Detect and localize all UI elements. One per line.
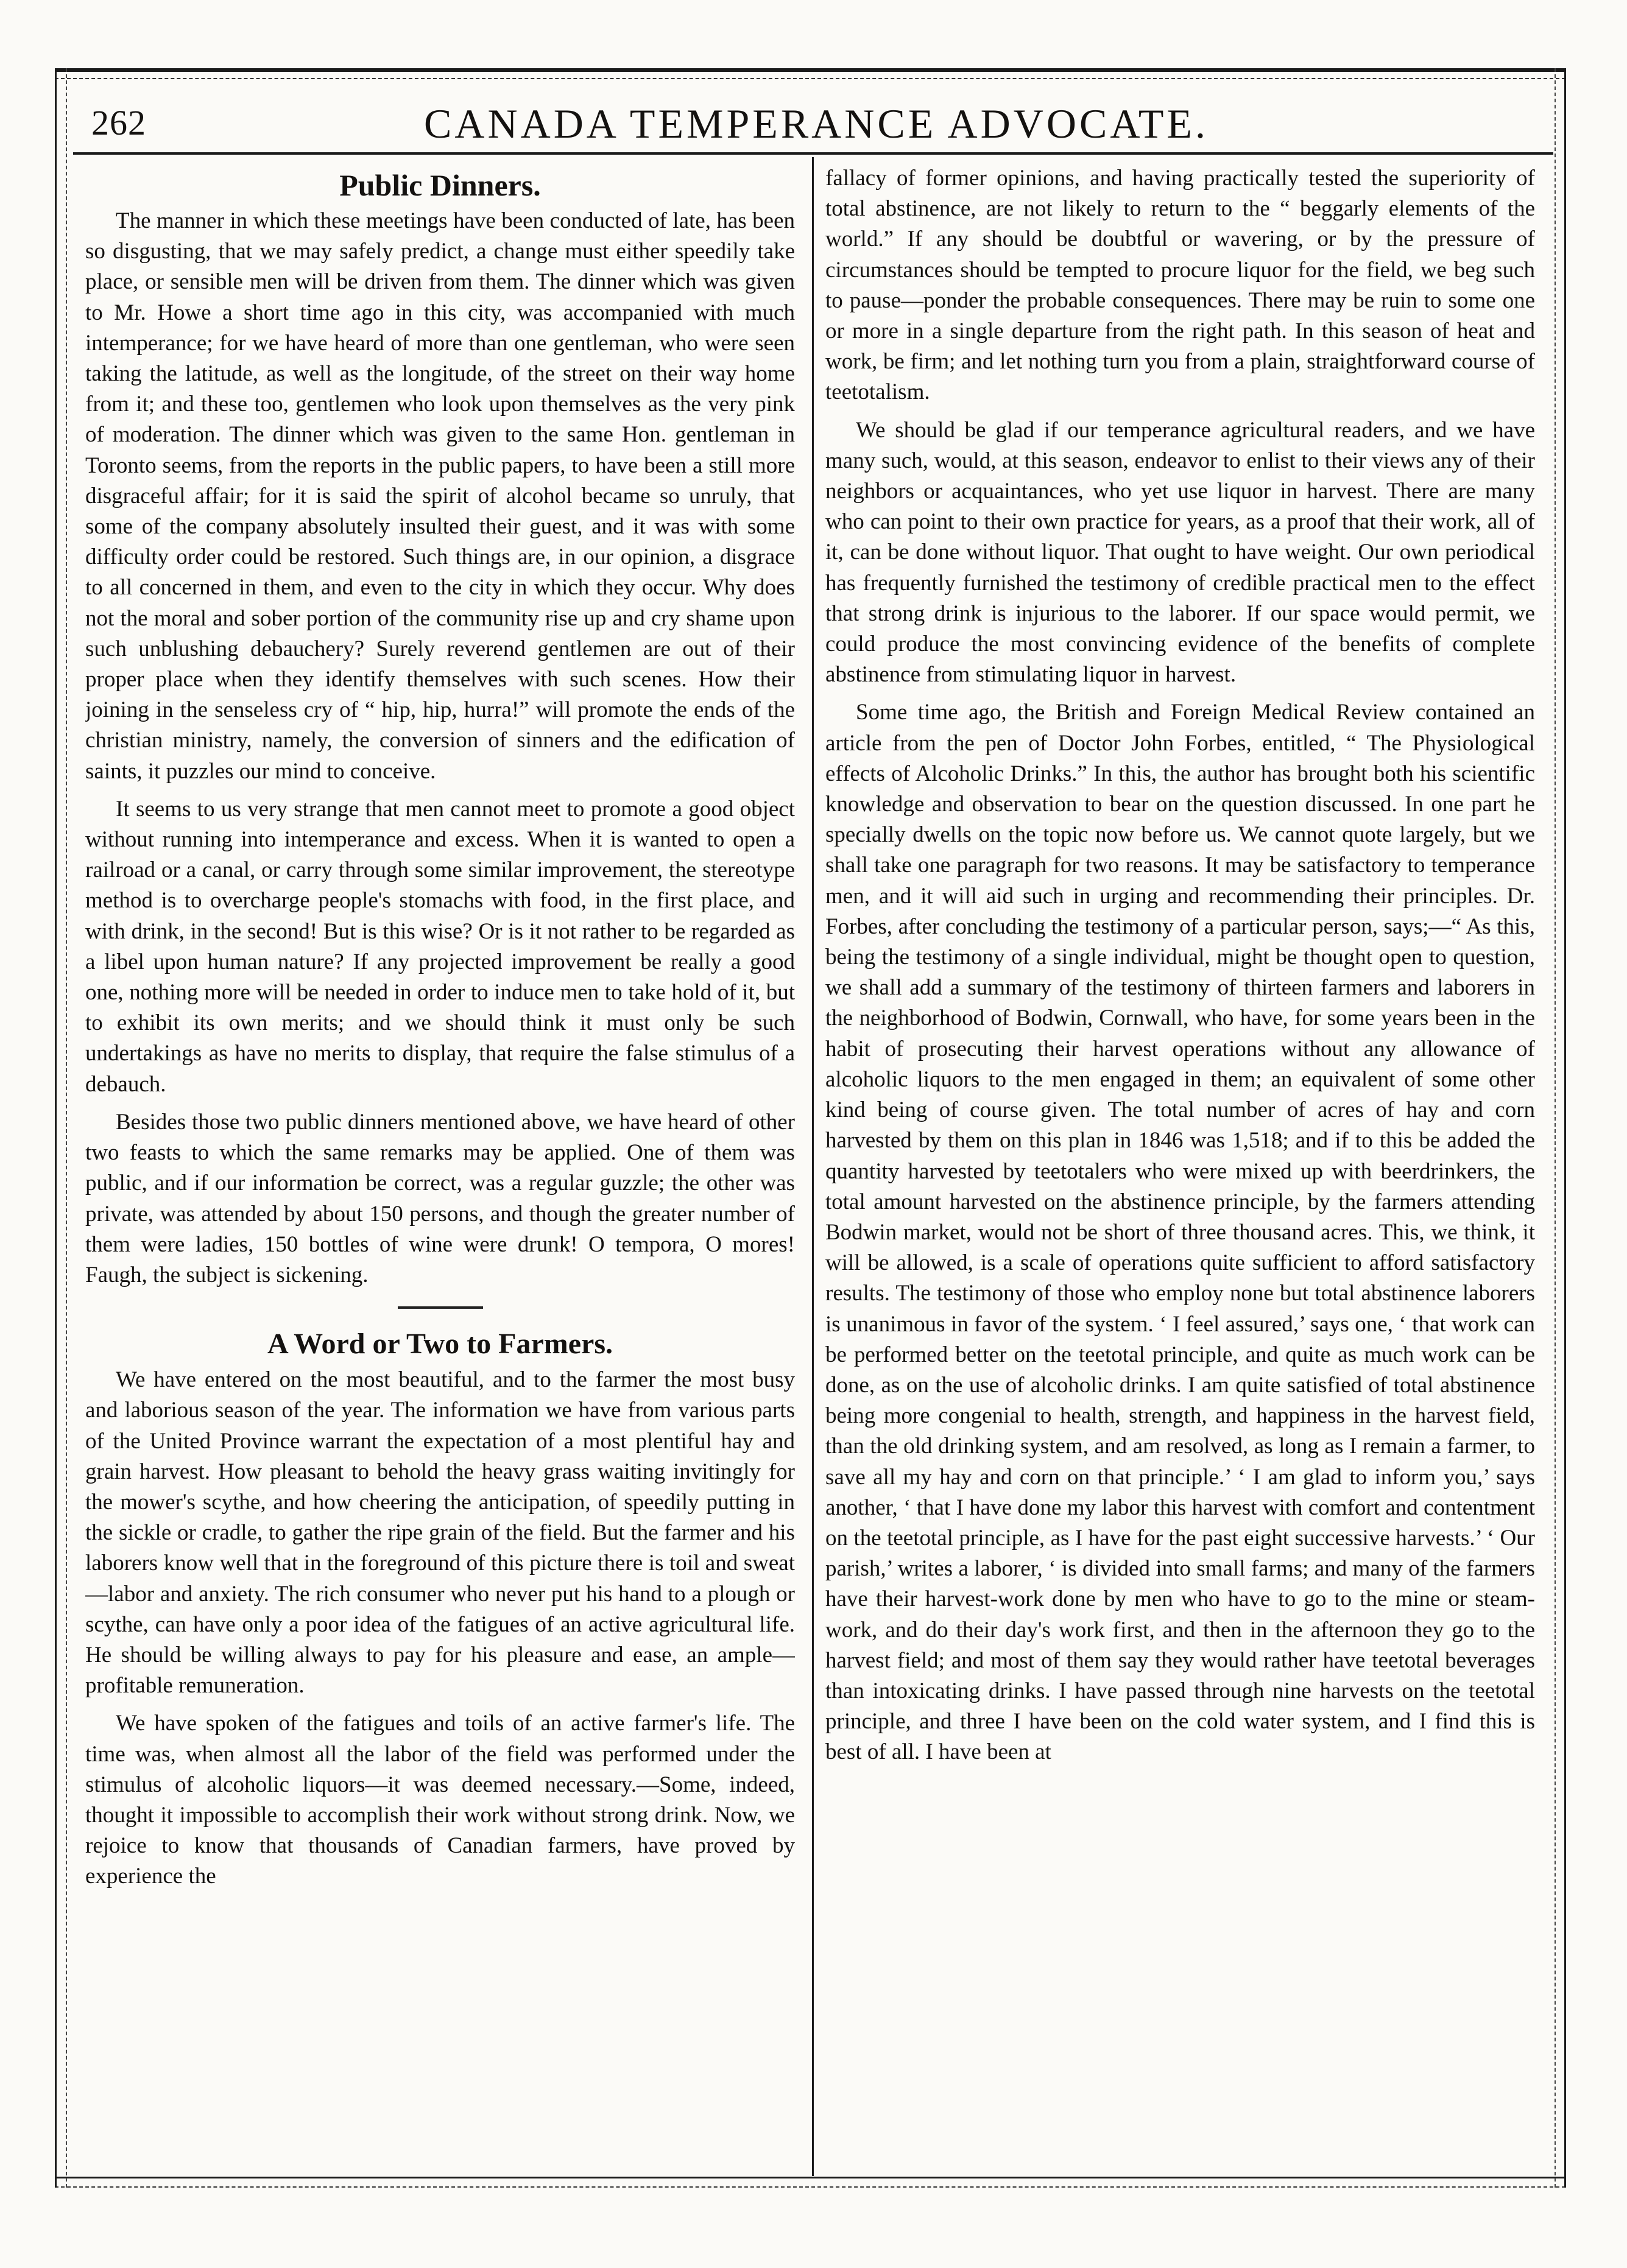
left-border-rule [55, 68, 57, 2188]
left-column [85, 163, 795, 2173]
article-paragraph: It seems to us very strange that men cannot meet to promote a good object without running into intemperance and excess. When it is wanted to open a railroad or a canal, or carry through some similar improvement, the stereotype method is to overcharge people's stomachs with food, in the first place, and with drink, in the second! But is this wise? Or is it not rather to be regarded as a libel upon human nature? If any projected improvement be really a good one, nothing more will be needed in order to induce men to take hold of it, but to exhibit its own merits; and we should think it must only be such undertakings as have no merits to display, that require the false stimulus of a debauch. [85, 796, 795, 1097]
header-rule [73, 152, 1553, 155]
top-border-rule [55, 68, 1565, 72]
article-paragraph: The manner in which these meetings have been conducted of late, has been so disgusting, that we may safely predict, a change must either speedily take place, or sensible men will be driven from them. The dinner which was given to Mr. Howe a short time ago in this city, was accompanied with much intemperance; for we have heard of more than one gentleman, who were seen taking the latitude, as well as the longitude, of the street on their way home from it; and these too, gentlemen who look upon themselves as the very pink of moderation. The dinner which was given to the same Hon. gentleman in Toronto seems, from the reports in the public papers, to have been a still more disgraceful affair; for it is said the spirit of alcohol became so unruly, that some of the company absolutely insulted their guest, and it was with some difficulty order could be restored. Such things are, in our opinion, a disgrace to all concerned in them, and even to the city in which they occur. Why does not the moral and sober portion of the community rise up and cry shame upon such unblushing debauchery? Surely reverend gentlemen are out of their proper place when they identify themselves with such scenes. How their joining in the senseless cry of “ hip, hip, hurra!” will promote the ends of the christian ministry, namely, the conversion of sinners and the edification of saints, it puzzles our mind to conceive. [85, 208, 795, 784]
article-heading-word-to-farmers: A Word or Two to Farmers. [267, 1328, 613, 1361]
article-paragraph: We have entered on the most beautiful, and to the farmer the most busy and laborious season of the year. The information we have from various parts of the United Province warrant the expectation of a most plentiful hay and grain harvest. How pleasant to behold the heavy grass waiting invitingly for the mower's scythe, and how cheering the anticipation, of speedily putting in the sickle or cradle, to gather the ripe grain of the field. But the farmer and his laborers know well that in the foreground of this picture there is toil and sweat—labor and anxiety. The rich consumer who never put his hand to a plough or scythe, can have only a poor idea of the fatigues of an active agricultural life. He should be willing always to pay for his pleasure and ease, an ample—profitable remuneration. [85, 1367, 795, 1699]
right-column [825, 163, 1535, 2173]
top-border-dashed-rule [55, 78, 1565, 79]
column-divider [812, 157, 814, 2176]
right-border-rule [1564, 68, 1566, 2188]
bottom-border-rule [55, 2177, 1565, 2178]
running-title: CANADA TEMPERANCE ADVOCATE. [424, 100, 1209, 147]
article-paragraph: We should be glad if our temperance agricultural readers, and we have many such, would, at this season, endeavor to enlist to their views any of their neighbors or acquaintances, who yet use liquor in harvest. There are many who can point to their own practice for years, as a proof that their work, all of it, can be done without liquor. That ought to have weight. Our own periodical has frequently furnished the testimony of credible practical men to the effect that strong drink is injurious to the laborer. If our space would permit, we could produce the most convincing evidence of the benefits of complete abstinence from stimulating liquor in harvest. [825, 417, 1535, 688]
article-heading-public-dinners: Public Dinners. [339, 168, 541, 202]
page-number: 262 [91, 103, 146, 143]
article-paragraph: We have spoken of the fatigues and toils of an active farmer's life. The time was, when almost all the labor of the field was performed under the stimulus of alcoholic liquors—it was deemed necessary.—Some, indeed, thought it impossible to accomplish their work without strong drink. Now, we rejoice to know that thousands of Canadian farmers, have proved by experience the [85, 1711, 795, 1889]
article-separator-rule [398, 1306, 483, 1309]
left-border-dashed-rule [66, 68, 67, 2188]
article-paragraph: Some time ago, the British and Foreign Medical Review contained an article from the pen of Doctor John Forbes, entitled, “ The Physiological effects of Alcoholic Drinks.” In this, the author has brought both his scientific knowledge and observation to bear on the question discussed. In one part he specially dwells on the topic now before us. We cannot quote largely, but we shall take one paragraph for two reasons. It may be satisfactory to temperance men, and it will aid such in urging and recommending their principles. Dr. Forbes, after concluding the testimony of a particular person, says;—“ As this, being the testimony of a single individual, might be thought open to question, we shall add a summary of the testimony of thirteen farmers and laborers in the neighborhood of Bodwin, Cornwall, who have, for some years been in the habit of prosecuting their harvest operations without any allowance of alcoholic liquors to the men engaged in them; an equivalent of some other kind being of course given. The total number of acres of hay and corn harvested by them on this plan in 1846 was 1,518; and if to this be added the quantity harvested by teetotalers who were mixed up with beerdrinkers, the total amount harvested on the abstinence principle, by the farmers attending Bodwin market, would not be short of three thousand acres. This, we think, it will be allowed, is a scale of operations quite sufficient to afford satisfactory results. The testimony of those who employ none but total abstinence laborers is unanimous in favor of the system. ‘ I feel assured,’ says one, ‘ that work can be performed better on the teetotal principle, and quite as much work can be done, as on the use of alcoholic drinks. I am quite satisfied of total abstinence being more congenial to health, strength, and happiness in the harvest field, than the old drinking system, and am resolved, as long as I remain a farmer, to save all my hay and corn on that principle.’ ‘ I am glad to inform you,’ says another, ‘ that I have done my labor this harvest with comfort and contentment on the teetotal principle, as I have for the past eight successive harvests.’ ‘ Our parish,’ writes a laborer, ‘ is divided into small farms; and many of the farmers have their harvest-work done by men who have to go to the mine or steam-work, and do their day's work first, and then in the afternoon they go to the harvest field; and most of them say they would rather have teetotal beverages than intoxicating drinks. I have passed through nine harvests on the teetotal principle, and three I have been on the cold water system, and I find this is best of all. I have been at [825, 700, 1535, 1765]
right-border-dashed-rule [1555, 68, 1556, 2188]
bottom-border-dashed-rule [55, 2186, 1565, 2188]
article-paragraph-continued: fallacy of former opinions, and having practically tested the superiority of total abstinence, are not likely to return to the “ beggarly elements of the world.” If any should be doubtful or wavering, or by the pressure of circumstances should be tempted to procure liquor for the field, we beg such to pause—ponder the probable consequences. There may be ruin to some one or more in a single departure from the right path. In this season of heat and work, be firm; and let nothing turn you from a plain, straightforward course of teetotalism. [825, 166, 1535, 405]
article-paragraph: Besides those two public dinners mentioned above, we have heard of other two feasts to which the same remarks may be applied. One of them was public, and if our information be correct, was a regular guzzle; the other was private, was attended by about 150 persons, and though the greater number of them were ladies, 150 bottles of wine were drunk! O tempora, O mores! Faugh, the subject is sickening. [85, 1109, 795, 1287]
